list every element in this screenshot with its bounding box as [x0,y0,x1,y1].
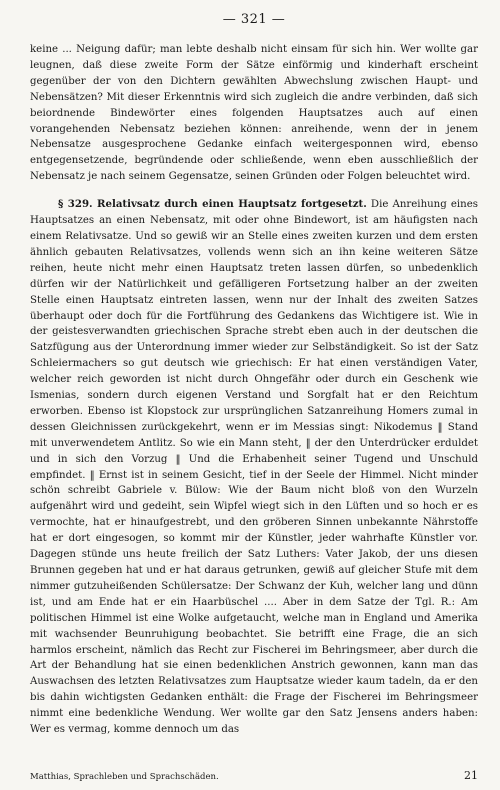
page-number-header: — 321 — [222,12,286,27]
section-heading: § 329. Relativsatz durch einen Hauptsatz fortgesetzt. [58,198,367,211]
section-paragraph [30,197,478,738]
page-footer [30,769,478,782]
footer-signature: 21 [464,769,478,782]
footer-book-title: Matthias, Sprachleben und Sprachschäden. [30,772,219,782]
paragraph-continuation: keine ... Neigung dafür; man lebte deshalb nicht einsam für sich hin. Wer wollte gar leugnen, daß diese zweite Form der Sätze einförmig und kinderhaft erscheint gegenüber der von den Dichtern gewählten Abwechslung zwischen Haupt- und Nebensätzen? Mit dieser Erkenntnis wird sich zugleich die andre verbinden, daß sich beiordnende Bindewörter eines folgenden Hauptsatzes auch auf einen vorangehenden Nebensatz beziehen können: anreihende, wenn der in jenem Nebensatze ausgesprochene Gedanke einfach weitergesponnen wird, ebenso entgegensetzende, begründende oder schließende, wenn eben ausschließlich der Nebensatz je nach seinem Gegensatze, seinen Gründen oder Folgen beleuchtet wird. [30,44,478,183]
body-text [30,42,478,738]
section-body: Die Anreihung eines Hauptsatzes an einen Nebensatz, mit oder ohne Bindewort, ist am häufigsten nach einem Relativsatze. Und so gewiß wir an Stelle eines zweiten kurzen und dem ersten ähnlich gebauten Relativsatzes, vollends wenn sich an ihn keine weiteren Sätze reihen, heute nicht mehr einen Hauptsatz treten lassen dürfen, so unbedenklich dürfen wir der Natürlichkeit und gefälligeren Fortsetzung halber an der zweiten Stelle einen Hauptsatz eintreten lassen, wenn nur der Inhalt des zweiten Satzes überhaupt oder doch für die Fortführung des Gedankens das Wichtigere ist. Wie in der geistesverwandten griechischen Sprache strebt eben auch in der deutschen die Satzfügung aus der Unterordnung immer wieder zur Selbständigkeit. So ist der Satz Schleiermachers so gut deutsch wie griechisch: Er hat einen verständigen Vater, welcher reich geworden ist nicht durch Ohngefähr oder durch ein Geschenk wie Ismenias, sondern durch eigenen Verstand und Sorgfalt hat er den Reichtum erworben. Ebenso ist Klopstock zur ursprünglichen Satzanreihung Homers zumal in dessen Gleichnissen zurückgekehrt, wenn er im Messias singt: Nikodemus ‖ Stand mit unverwendetem Antlitz. So wie ein Mann steht, ‖ der den Unterdrücker erduldet und in sich den Vorzug ‖ Und die Erhabenheit seiner Tugend und Unschuld empfindet. ‖ Ernst ist in seinem Gesicht, tief in der Seele der Himmel. Nicht minder schön schreibt Gabriele v. Bülow: Wie der Baum nicht bloß von den Wurzeln aufgenährt wird und gedeiht, sein Wipfel wiegt sich in den Lüften und so hoch er es vermochte, hat er hinaufgestrebt, und den gröberen Sinnen unbekannte Nährstoffe hat er dort eingesogen, so kommt mir der Künstler, jeder wahrhafte Künstler vor. Dagegen stünde uns heute freilich der Satz Luthers: Vater Jakob, der uns diesen Brunnen gegeben hat und er hat daraus getrunken, gewiß auf gleicher Stufe mit dem nimmer gutzuheißenden Schülersatze: Der Schwanz der Kuh, welcher lang und dünn ist, und am Ende hat er ein Haarbüschel .... Aber in dem Satze der Tgl. R.: Am politischen Himmel ist eine Wolke aufgetaucht, welche man in England und Amerika mit wachsender Beunruhigung beobachtet. Sie betrifft eine Frage, die an sich harmlos erscheint, nämlich das Recht zur Fischerei im Behringsmeer, aber durch die Art der Behandlung hat sie einen bedenklichen Anstrich gewonnen, kann man das Auswachsen des letzten Relativsatzes zum Hauptsatze wieder kaum tadeln, da er den bis dahin wichtigsten Gedanken enthält: die Frage der Fischerei im Behringsmeer nimmt eine bedenkliche Wendung. Wer wollte gar den Satz Jensens anders haben: Wer es vermag, komme dennoch um das [30,199,479,736]
